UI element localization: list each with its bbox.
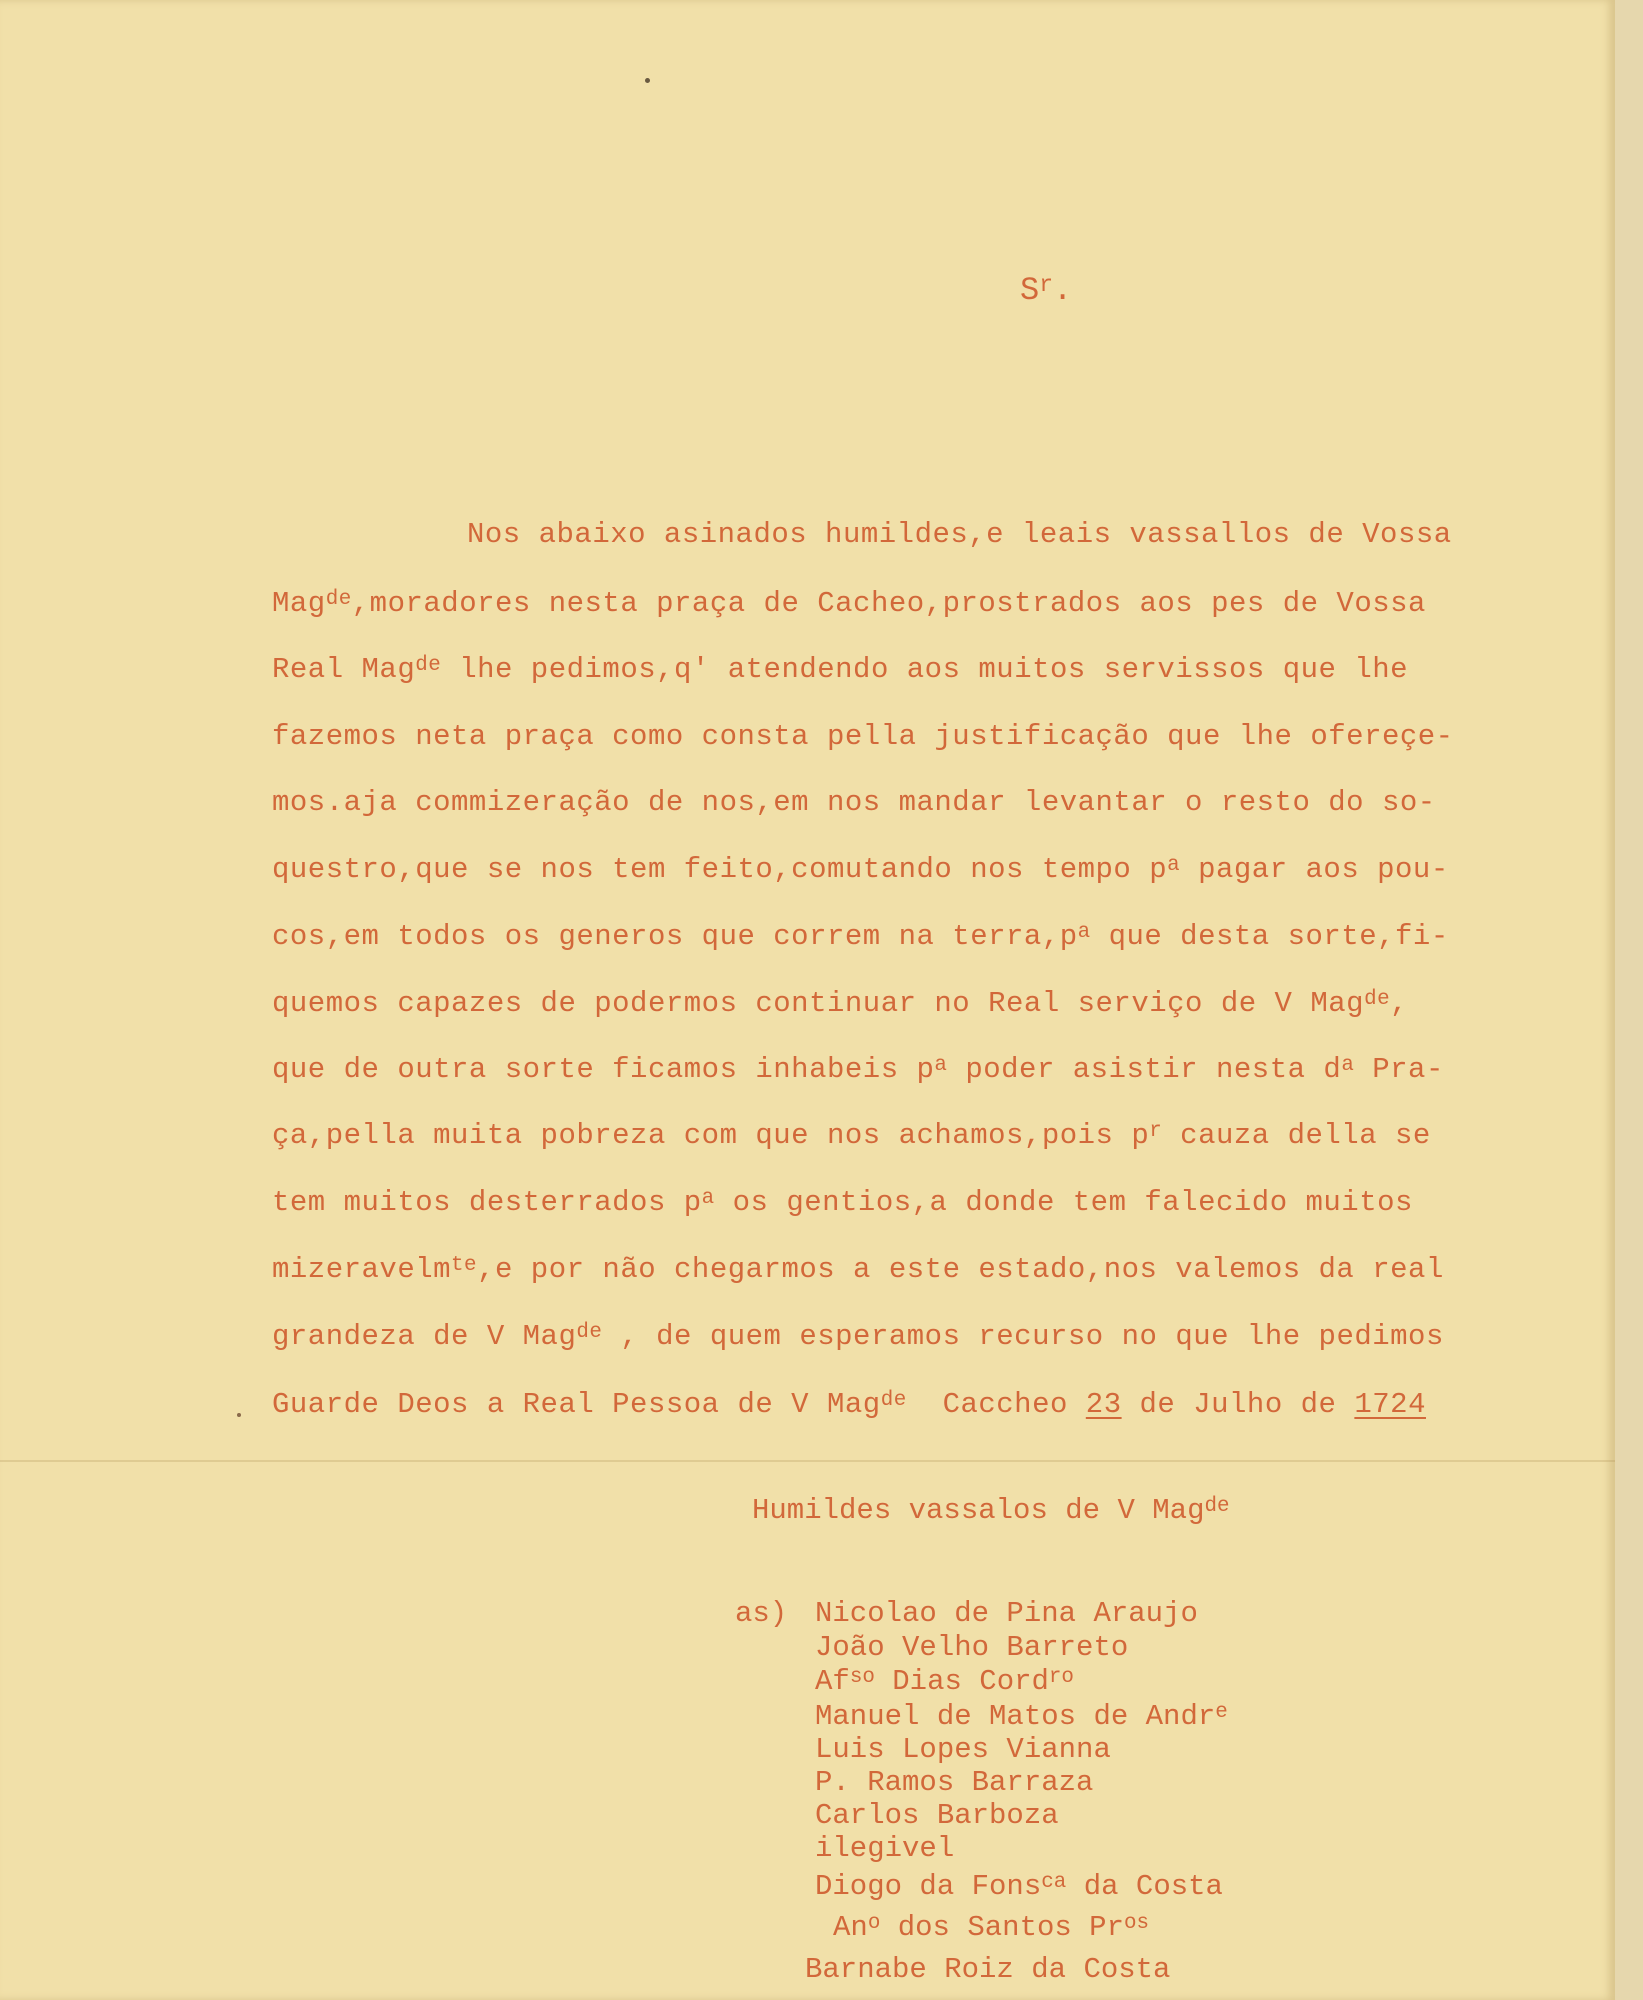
letter-line: Guarde Deos a Real Pessoa de V Mag$^{de}$ Caccheo 23 de Julho de 1724 [272, 1388, 1426, 1421]
letter-line: questro,que se nos tem feito,comutando nos tempo $p^a$ pagar aos pou- [272, 853, 1449, 886]
fold-line [0, 1460, 1615, 1462]
signature: João Velho Barreto [815, 1631, 1129, 1664]
letter-line: tem muitos desterrados $p^a$ os gentios,a donde tem falecido muitos [272, 1186, 1413, 1219]
letter-line: mizeravelm$^{te}$,e por não chegarmos a este estado,nos valemos da real [272, 1253, 1444, 1286]
signature: An$^o$ dos Santos $Pr^{os}$ [833, 1911, 1150, 1944]
letter-line: Mag$^{de}$,moradores nesta praça de Cacheo,prostrados aos pes de Vossa [272, 587, 1426, 620]
letter-line: Nos abaixo asinados humildes,e leais vassallos de Vossa [467, 518, 1452, 551]
closing-line: Humildes vassalos de V Mag$^{de}$ [752, 1494, 1230, 1527]
letter-line: cos,em todos os generos que correm na $terra,p^a$ que desta sorte,fi- [272, 920, 1449, 953]
letter-line: mos.aja commizeração de nos,em nos mandar levantar o resto do so- [272, 786, 1436, 819]
signature: Manuel de Matos de Andr$^e$ [815, 1700, 1228, 1733]
letter-line: Real Mag$^{de}$ lhe pedimos,q' atendendo aos muitos servissos que lhe [272, 653, 1409, 686]
signature: Carlos Barboza [815, 1799, 1059, 1832]
date-year: 1724 [1354, 1388, 1426, 1421]
letter-line: quemos capazes de podermos continuar no Real serviço de V Mag$^{de}$, [272, 987, 1409, 1020]
letter-line: ça,pella muita pobreza com que nos achamos,pois $p^r$ cauza della se [272, 1119, 1431, 1152]
letter-line: grandeza de V Mag$^{de}$ , de quem esperamos recurso no que lhe pedimos [272, 1320, 1444, 1353]
paper-edge [1615, 0, 1643, 2000]
signature-prefix: as) [735, 1597, 788, 1630]
signature: Nicolao de Pina Araujo [815, 1597, 1198, 1630]
margin-mark [237, 1413, 241, 1417]
signature: Luis Lopes Vianna [815, 1733, 1111, 1766]
signature: Diogo da Fons$^{ca}$ da Costa [815, 1870, 1223, 1903]
signature: $Af^{so}$ Dias Cord$^{ro}$ [815, 1665, 1074, 1698]
letter-line: que de outra sorte ficamos inhabeis $p^a$ poder asistir nesta $d^a$ Pra- [272, 1053, 1444, 1086]
letter-line: fazemos neta praça como consta pella justificação que lhe ofereçe- [272, 720, 1454, 753]
date-day: 23 [1085, 1388, 1122, 1421]
signature: Barnabe Roiz da Costa [805, 1953, 1171, 1986]
ink-speck [645, 78, 650, 83]
signature: P. Ramos Barraza [815, 1766, 1094, 1799]
salutation: $S^r$. [1020, 271, 1073, 309]
signature: ilegivel [815, 1832, 955, 1865]
